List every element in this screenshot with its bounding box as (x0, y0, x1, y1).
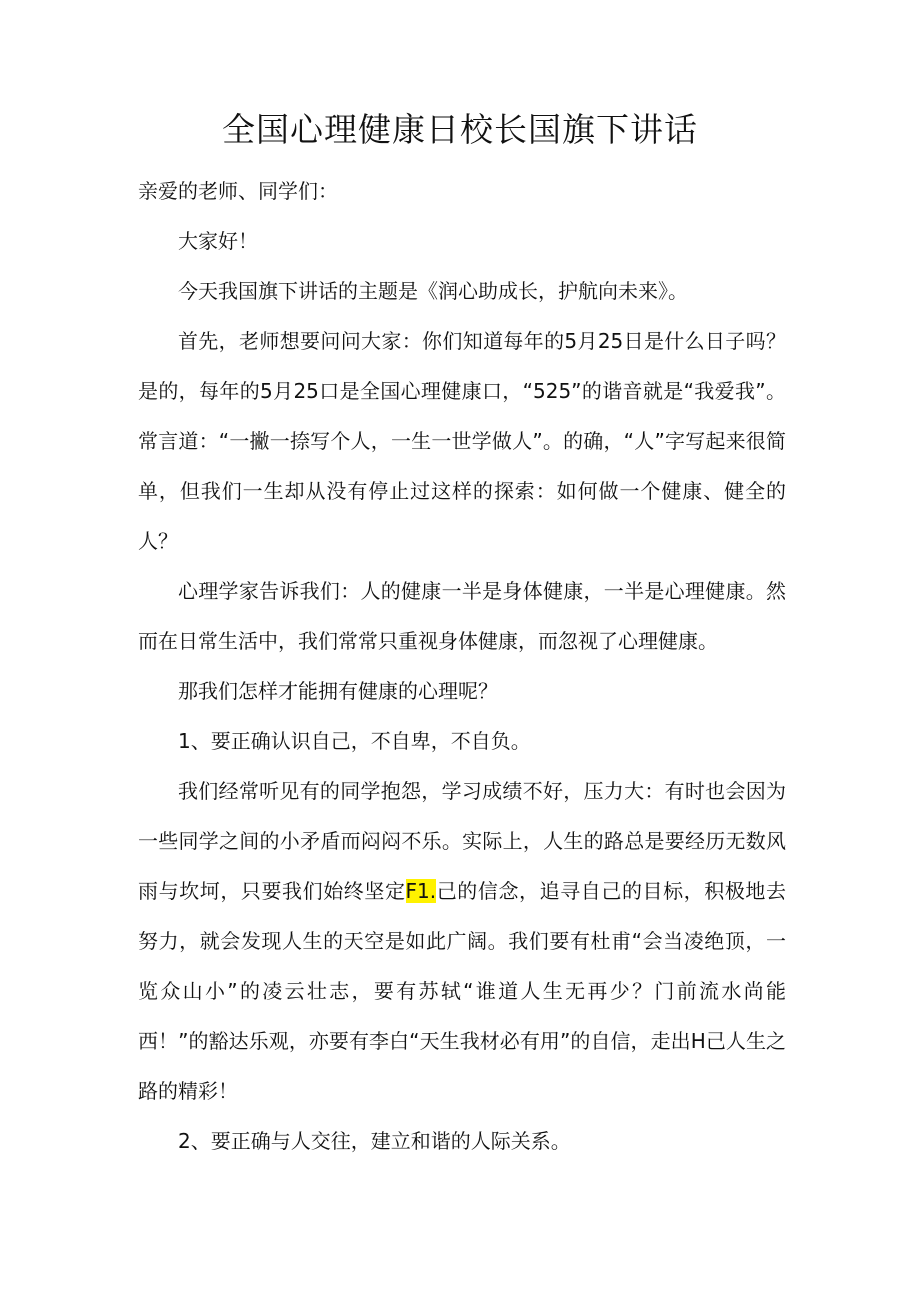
greeting-paragraph: 亲爱的老师、同学们： (138, 179, 338, 203)
how-paragraph: 那我们怎样才能拥有健康的心理呢？ (178, 679, 498, 703)
point-1-heading: 1、要正确认识自己，不自卑，不自负。 (178, 729, 531, 753)
page-title: 全国心理健康日校长国旗下讲话 (222, 110, 698, 149)
theme-paragraph: 今天我国旗下讲话的主题是《润心助成长，护航向未来》。 (178, 279, 688, 303)
speech-body (138, 166, 786, 1166)
psychologist-paragraph: 心理学家告诉我们：人的健康一半是身体健康，一半是心理健康。然而在日常生活中，我们常常只重视身体健康，而忽视了心理健康。 (138, 579, 786, 653)
question-paragraph: 首先，老师想要问问大家：你们知道每年的5月25日是什么日子吗？是的，每年的5月25口是全国心理健康口，“525”的谐音就是“我爱我”。常言道：“一撇一捺写个人，一生一世学做人”。的确，“人”字写起来很简单，但我们一生却从没有停止过这样的探索：如何做一个健康、健全的人？ (138, 329, 786, 553)
complaint-paragraph (138, 766, 786, 1116)
point-2-heading: 2、要正确与人交往，建立和谐的人际关系。 (178, 1129, 571, 1153)
highlighted-text: F1. (405, 879, 437, 903)
hello-paragraph: 大家好！ (178, 229, 258, 253)
complaint-text-end: 己的信念，追寻自己的目标，积极地去努力，就会发现人生的天空是如此广阔。我们要有杜甫“会当凌绝顶，一览众山小”的凌云壮志，要有苏轼“谁道人生无再少？门前流水尚能西！”的豁达乐观，亦要有李白“天生我材必有用”的自信，走出H己人生之路的精彩！ (138, 879, 787, 1103)
complaint-text-start: 我们经常听见有的同学抱怨，学习成绩不好，压力大：有时也会因为一些同学之间的小矛盾而闷闷不乐。实际上，人生的路总是要经历无数风雨与坎坷，只要我们始终坚定 (138, 779, 786, 903)
